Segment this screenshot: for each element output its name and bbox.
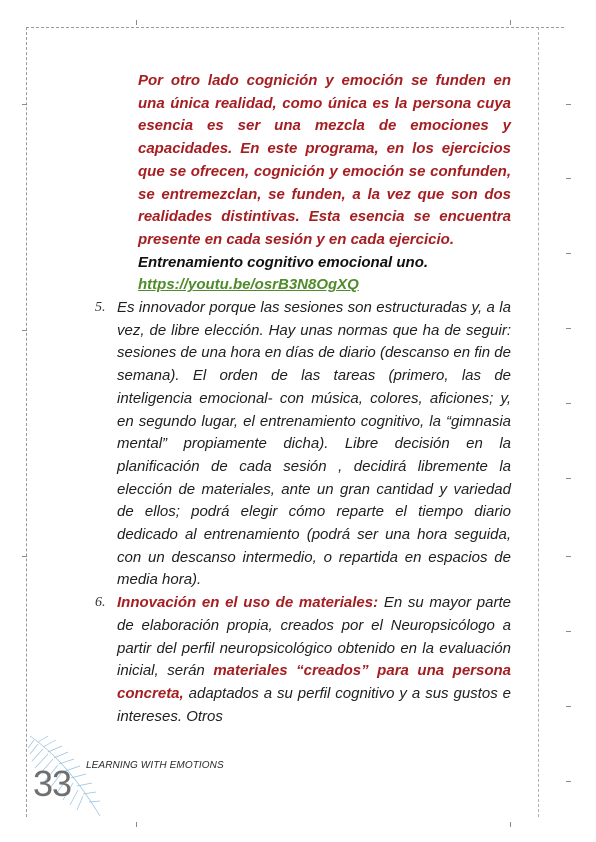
margin-tick xyxy=(566,104,571,105)
list-item xyxy=(95,592,511,728)
margin-tick xyxy=(566,556,571,557)
list-item-number: 5. xyxy=(95,300,106,316)
page-frame-top xyxy=(26,27,564,28)
list-item-text-continued: adaptados a su perfil cognitivo y a sus gustos e intereses. Otros xyxy=(117,684,511,725)
margin-tick xyxy=(22,556,27,557)
list-item-text: Es innovador porque las sesiones son estructuradas y, a la vez, de libre elección. Hay unas normas que ha de seguir: sesiones de una hora en días de diario (descanso en fin de semana). El orden de las tareas (primero, las de inteligencia emocional- con música, colores, aficiones; y, en segundo lugar, el entrenamiento cognitivo, la “gimnasia mental” propiamente dicha). Libre decisión en la planificación de cada sesión , decidirá libremente la elección de materiales, ante un gran cantidad y variedad de ellos; podrá elegir cómo reparte el tiempo diario dedicado al entrenamiento (podrá ser una hora seguida, con un descanso intermedio, o repartida en espacios de media hora). xyxy=(117,299,511,589)
page-number: 33 xyxy=(33,763,72,804)
margin-tick xyxy=(136,20,137,25)
margin-tick xyxy=(510,822,511,827)
margin-tick xyxy=(566,631,571,632)
highlighted-quote xyxy=(95,70,511,297)
list-item-highlight: materiales “creados” para una persona concreta, xyxy=(117,662,512,702)
margin-tick xyxy=(136,822,137,827)
footer-label: LEARNING WITH EMOTIONS xyxy=(86,760,224,771)
page-frame-right xyxy=(538,27,539,817)
list-item xyxy=(95,297,511,592)
margin-tick xyxy=(566,781,571,782)
margin-tick xyxy=(566,328,571,329)
margin-tick xyxy=(22,104,27,105)
margin-tick xyxy=(510,20,511,25)
list-item-number: 6. xyxy=(95,595,106,611)
list-item-text: En su mayor parte de elaboración propia, creados por el Neuropsicólogo a partir del perfil neuropsicológico obtenido en la evaluación inicial, serán xyxy=(117,594,511,680)
numbered-list xyxy=(95,297,511,728)
page-frame-left xyxy=(26,27,27,817)
list-item-heading: Innovación en el uso de materiales: xyxy=(117,594,379,612)
video-link[interactable]: https://youtu.be/osrB3N8OgXQ xyxy=(138,276,359,294)
margin-tick xyxy=(566,178,571,179)
video-title: Entrenamiento cognitivo emocional uno. xyxy=(138,253,429,271)
quote-paragraph: Por otro lado cognición y emoción se funden en una única realidad, como única es la persona cuya esencia es ser una mezcla de emociones y capacidades. En este programa, en los ejercicios que se ofrecen, cognición y emoción se confunden, se entremezclan, se funden, a la vez que son dos realidades distintivas. Esta esencia se encuentra presente en cada sesión y en cada ejercicio. xyxy=(138,72,511,248)
margin-tick xyxy=(566,706,571,707)
margin-tick xyxy=(22,330,27,331)
margin-tick xyxy=(566,253,571,254)
main-text xyxy=(95,70,511,728)
margin-tick xyxy=(566,403,571,404)
margin-tick xyxy=(566,478,571,479)
